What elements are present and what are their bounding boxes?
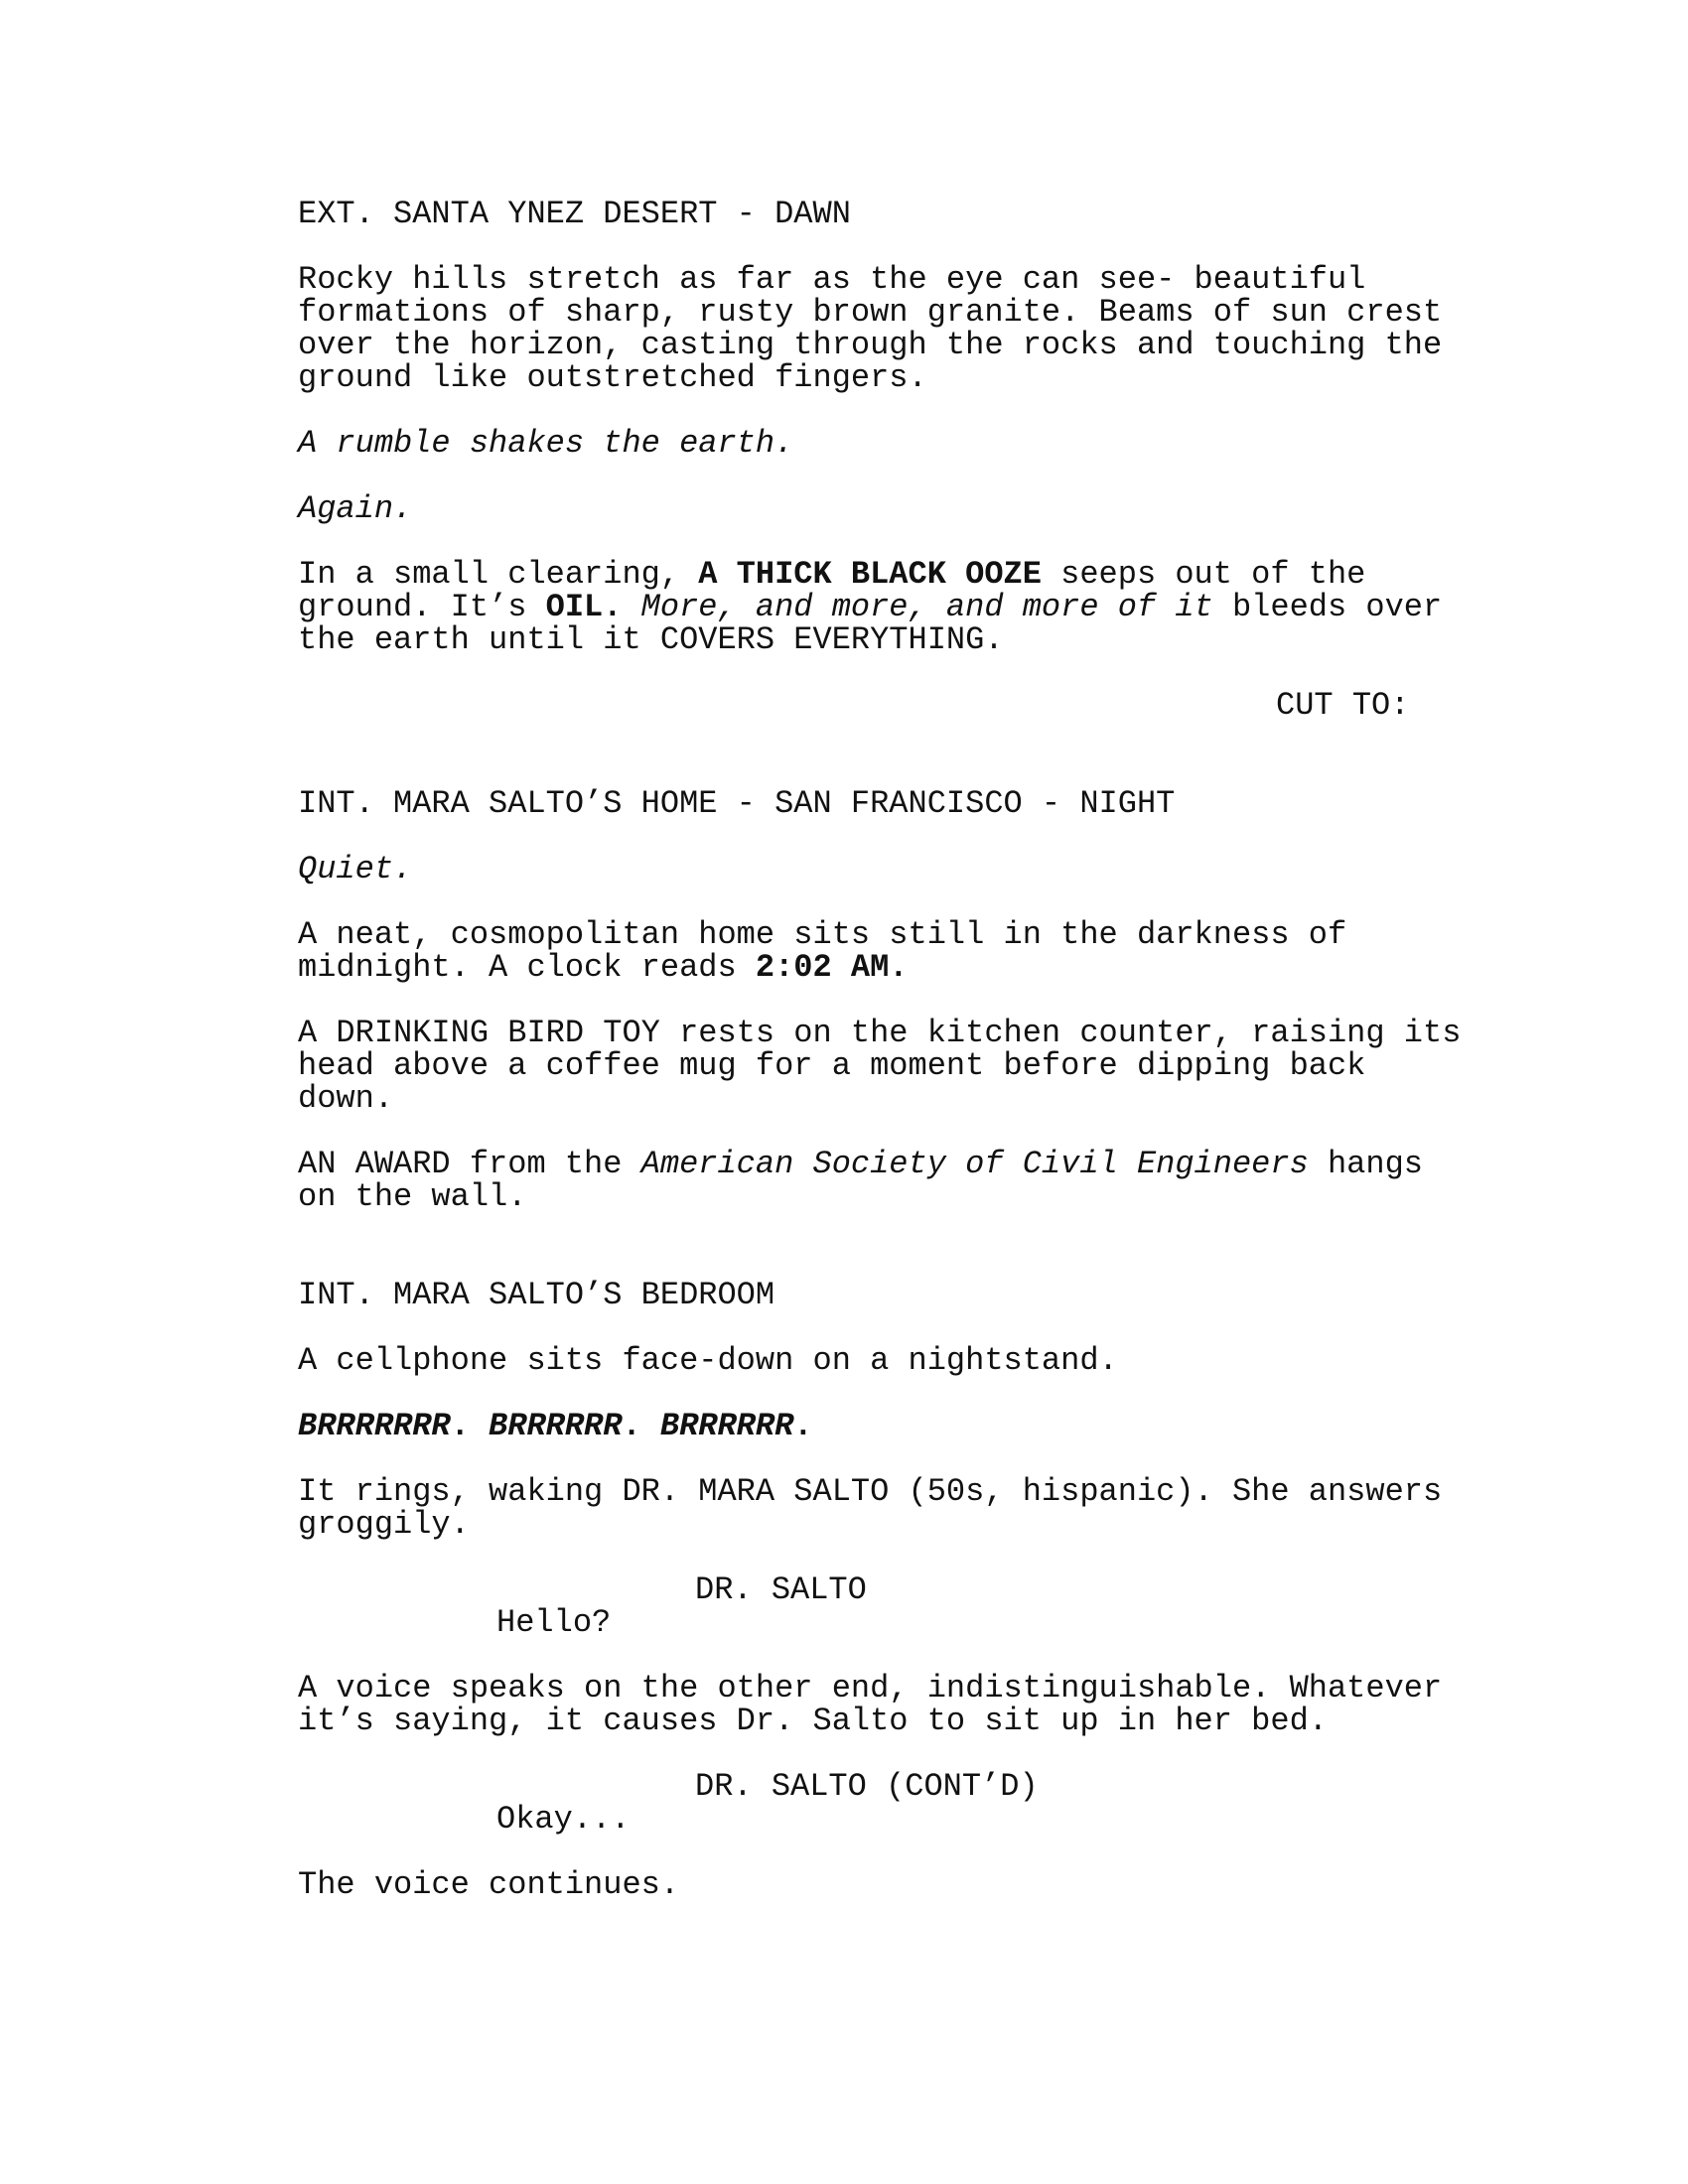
action-line-italic: Quiet. [298,851,413,887]
action-line [298,558,1365,591]
action-line: groggily. [298,1506,470,1543]
action-line-italic: A rumble shakes the earth. [298,425,794,462]
emphasis-bold: . [450,1408,490,1444]
emphasis-bold: . [622,1408,660,1444]
action-line: A cellphone sits face-down on a nightstand. [298,1342,1118,1379]
emphasis-italic: More, and more, and more of it [640,589,1213,625]
action-line [298,1148,1423,1180]
scene-heading: INT. MARA SALTO’S HOME - SAN FRANCISCO - NIGHT [298,785,1176,822]
text-run: seeps out of the [1041,556,1366,593]
scene-heading: INT. MARA SALTO’S BEDROOM [298,1277,775,1313]
action-line: The voice continues. [298,1866,680,1903]
emphasis-bold: . [793,1408,813,1444]
text-run: bleeds over [1212,589,1443,625]
action-line: Rocky hills stretch as far as the eye can see- beautiful [298,261,1366,298]
dialogue-line: Okay... [496,1801,631,1838]
text-run: hangs [1308,1146,1423,1182]
action-line: it’s saying, it causes Dr. Salto to sit up in her bed. [298,1703,1328,1739]
action-line: It rings, waking DR. MARA SALTO (50s, hispanic). She answers [298,1473,1443,1510]
action-line [298,951,909,984]
text-run: In a small clearing, [298,556,699,593]
text-run: ground. It’s [298,589,546,625]
sound-effect-line [298,1410,812,1442]
emphasis-bold: 2:02 AM. [755,949,909,986]
emphasis-italic: American Society of Civil Engineers [640,1146,1309,1182]
text-run: AN AWARD from the [298,1146,641,1182]
emphasis-bold-italic: BRRRRRR [489,1408,623,1444]
action-line [298,591,1442,623]
emphasis-bold-italic: BRRRRRR [659,1408,794,1444]
dialogue-line: Hello? [496,1604,612,1641]
action-line: A neat, cosmopolitan home sits still in the darkness of [298,916,1347,953]
action-line: formations of sharp, rusty brown granite. Beams of sun crest [298,294,1443,331]
action-line: on the wall. [298,1178,527,1215]
emphasis-bold-italic: BRRRRRRR [298,1408,451,1444]
transition: CUT TO: [1276,687,1410,724]
action-line: down. [298,1080,394,1117]
action-line-italic: Again. [298,490,413,527]
action-line: head above a coffee mug for a moment before dipping back [298,1047,1366,1084]
action-line: A voice speaks on the other end, indistinguishable. Whatever [298,1670,1443,1706]
action-line: A DRINKING BIRD TOY rests on the kitchen counter, raising its [298,1015,1462,1051]
emphasis-bold: A THICK BLACK OOZE [698,556,1042,593]
character-cue: DR. SALTO [695,1571,867,1608]
action-line: ground like outstretched fingers. [298,359,927,396]
action-line: over the horizon, casting through the rocks and touching the [298,327,1443,363]
action-line: the earth until it COVERS EVERYTHING. [298,621,1004,658]
character-cue: DR. SALTO (CONT’D) [695,1768,1039,1805]
emphasis-bold: OIL. [545,589,623,625]
text-run: midnight. A clock reads [298,949,756,986]
text-run [622,589,640,625]
scene-heading: EXT. SANTA YNEZ DESERT - DAWN [298,196,851,232]
